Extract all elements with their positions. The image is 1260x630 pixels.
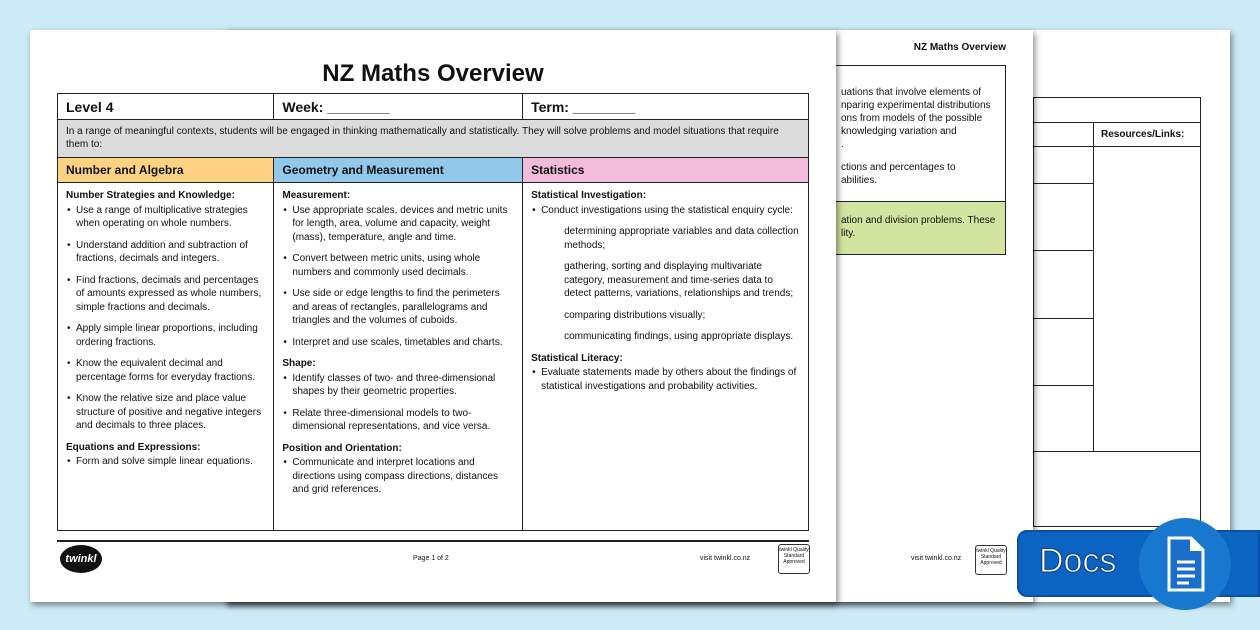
- strand-header: Number and Algebra: [58, 158, 274, 183]
- page2-title: NZ Maths Overview: [913, 42, 1006, 53]
- section-heading: Shape:: [282, 358, 316, 369]
- divider: [1033, 146, 1201, 147]
- list-item: • Apply simple linear proportions, including ordering fractions.: [66, 322, 265, 349]
- list-item: • Evaluate statements made by others about the findings of statistical investigations and probability activities.: [531, 366, 800, 393]
- list-item: • Find fractions, decimals and percentages of amounts expressed as whole numbers, simple fractions and decimals.: [66, 274, 265, 315]
- list-item: • Use a range of multiplicative strategies when operating on whole numbers.: [66, 204, 265, 231]
- divider: [1033, 318, 1093, 319]
- section-heading: Position and Orientation:: [282, 442, 402, 454]
- list-item: • Interpret and use scales, timetables and charts.: [282, 336, 514, 350]
- divider: [1033, 122, 1201, 123]
- front-page: [30, 30, 836, 602]
- section-heading: Statistical Investigation:: [531, 190, 647, 201]
- level-cell: Level 4: [58, 94, 274, 120]
- divider: [1033, 250, 1093, 251]
- list-item: • Identify classes of two- and three-dimensional shapes by their geometric properties.: [282, 372, 514, 399]
- page2-green-row: ation and division problems. These lity.: [785, 201, 1005, 254]
- page3-table: [1033, 97, 1201, 527]
- list-item: • Use appropriate scales, devices and metric units for length, area, volume and capacity, weight (mass), temperature, angle and time.: [282, 204, 514, 245]
- strand-content: [274, 183, 523, 531]
- list-item: • Form and solve simple linear equations.: [66, 455, 265, 469]
- intro-text: In a range of meaningful contexts, students will be engaged in thinking mathematically and statistically. They will solve problems and model situations that require them to:: [58, 120, 809, 158]
- page-number: Page 1 of 2: [413, 555, 449, 562]
- resources-header: Resources/Links:: [1101, 129, 1185, 140]
- divider: [1033, 451, 1201, 452]
- page-title: NZ Maths Overview: [322, 60, 544, 87]
- twinkl-logo: twinkl: [60, 545, 102, 573]
- objective-list: [282, 372, 514, 434]
- sub-list-item: comparing distributions visually;: [564, 309, 706, 321]
- objective-list: [282, 204, 514, 350]
- strand-content: [523, 183, 809, 531]
- strand-content: [58, 183, 274, 531]
- list-item: • Convert between metric units, using whole numbers and commonly used decimals.: [282, 252, 514, 279]
- objective-list: [531, 366, 800, 393]
- week-field: Week: ________: [274, 94, 523, 120]
- overview-table: [57, 93, 809, 531]
- list-item: • Relate three-dimensional models to two-dimensional representations, and vice versa.: [282, 407, 514, 434]
- section-heading: Equations and Expressions:: [66, 441, 201, 453]
- docs-badge: [1017, 530, 1260, 597]
- sub-list-item: gathering, sorting and displaying multivariate category, measurement and time-series data to detect patterns, variations, relationships and trends;: [564, 261, 794, 299]
- text-line: ctions and percentages to: [841, 162, 956, 173]
- document-icon: [1139, 518, 1231, 610]
- list-item: • Know the equivalent decimal and percentage forms for everyday fractions.: [66, 357, 265, 384]
- page2-quality-badge: twinkl Quality Standard Approved: [975, 545, 1007, 575]
- text-line: knowledging variation and: [841, 126, 957, 137]
- objective-list: [66, 204, 265, 433]
- text-line: nparing experimental distributions: [841, 100, 991, 111]
- term-field: Term: ________: [523, 94, 809, 120]
- footer-divider: [57, 540, 809, 542]
- divider: [1093, 122, 1094, 452]
- quality-badge: twinkl Quality Standard Approved: [778, 544, 810, 574]
- strand-header: Statistics: [523, 158, 809, 183]
- sub-list-item: communicating findings, using appropriate displays.: [564, 331, 794, 342]
- page2-site: visit twinkl.co.nz: [911, 555, 962, 562]
- objective-list: [66, 455, 265, 469]
- text-line: abilities.: [841, 175, 878, 186]
- section-heading: Number Strategies and Knowledge:: [66, 190, 235, 201]
- section-heading: Statistical Literacy:: [531, 352, 623, 364]
- list-item: • Use side or edge lengths to find the perimeters and areas of rectangles, parallelograms and triangles and the volumes of cuboids.: [282, 287, 514, 328]
- docs-label: Docs: [1039, 542, 1117, 580]
- section-heading: Measurement:: [282, 190, 351, 201]
- site-link[interactable]: visit twinkl.co.nz: [700, 555, 751, 562]
- objective-list: [282, 456, 514, 497]
- objective-list: [531, 204, 800, 344]
- strand-header: Geometry and Measurement: [274, 158, 523, 183]
- list-item: • Understand addition and subtraction of fractions, decimals and integers.: [66, 239, 265, 266]
- list-item: • Conduct investigations using the statistical enquiry cycle:: [531, 204, 800, 218]
- text-line: ons from models of the possible: [841, 113, 983, 124]
- divider: [1033, 385, 1093, 386]
- text-line: .: [841, 139, 844, 150]
- list-item: • Know the relative size and place value structure of positive and negative integers and decimals to three places.: [66, 392, 265, 433]
- divider: [1033, 183, 1093, 184]
- text-line: uations that involve elements of: [841, 87, 982, 98]
- list-item: • Communicate and interpret locations and directions using compass directions, distances and grid references.: [282, 456, 514, 497]
- sub-list-item: determining appropriate variables and data collection methods;: [564, 226, 799, 251]
